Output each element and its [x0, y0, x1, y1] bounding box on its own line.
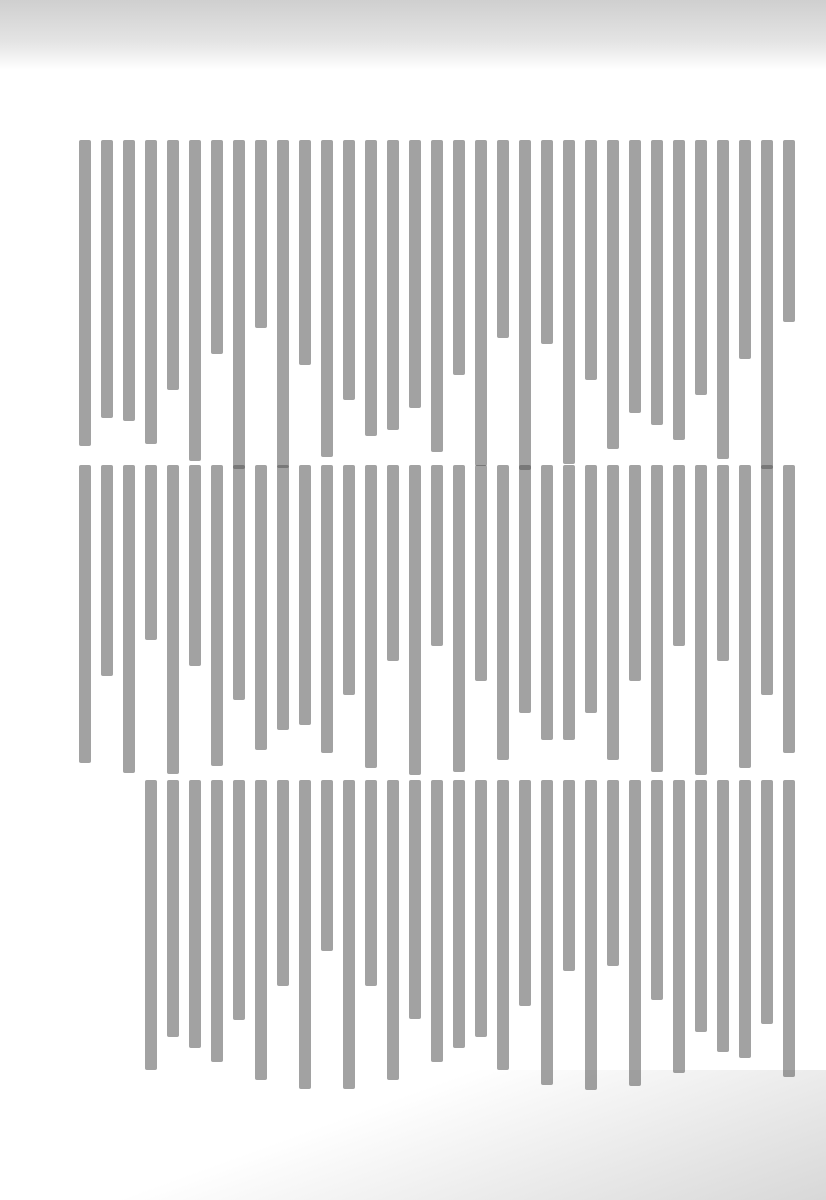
- text-column-placeholder: [387, 140, 399, 430]
- text-column-placeholder: [585, 780, 597, 1090]
- text-column-placeholder: [783, 140, 795, 322]
- text-column-placeholder: [365, 465, 377, 768]
- text-column-placeholder: [541, 780, 553, 1085]
- text-column-placeholder: [475, 780, 487, 1037]
- text-column-placeholder: [211, 140, 223, 354]
- text-column-placeholder: [695, 780, 707, 1032]
- text-column-placeholder: [277, 465, 289, 730]
- text-column-placeholder: [101, 465, 113, 676]
- text-column-placeholder: [783, 780, 795, 1077]
- text-column-placeholder: [695, 140, 707, 395]
- text-tier-top: [20, 140, 800, 470]
- text-column-placeholder: [607, 780, 619, 966]
- text-column-placeholder: [585, 465, 597, 713]
- text-column-placeholder: [453, 465, 465, 772]
- text-column-placeholder: [123, 465, 135, 773]
- text-column-placeholder: [343, 780, 355, 1089]
- text-column-placeholder: [431, 140, 443, 452]
- text-column-placeholder: [299, 780, 311, 1089]
- text-column-placeholder: [365, 140, 377, 436]
- text-column-placeholder: [277, 140, 289, 468]
- text-column-placeholder: [189, 140, 201, 461]
- text-column-placeholder: [673, 780, 685, 1073]
- text-column-placeholder: [255, 465, 267, 750]
- text-column-placeholder: [233, 780, 245, 1020]
- text-column-placeholder: [761, 140, 773, 469]
- text-column-placeholder: [563, 140, 575, 464]
- text-column-placeholder: [145, 140, 157, 444]
- text-column-placeholder: [497, 140, 509, 338]
- text-column-placeholder: [101, 140, 113, 418]
- text-column-placeholder: [79, 140, 91, 446]
- text-column-placeholder: [717, 465, 729, 661]
- text-column-placeholder: [79, 465, 91, 763]
- text-tier-middle: [20, 465, 800, 775]
- text-column-placeholder: [651, 780, 663, 1000]
- text-column-placeholder: [519, 140, 531, 470]
- text-column-placeholder: [453, 140, 465, 375]
- text-column-placeholder: [607, 465, 619, 760]
- text-column-placeholder: [431, 465, 443, 646]
- text-column-placeholder: [343, 465, 355, 695]
- text-column-placeholder: [607, 140, 619, 449]
- text-tier-bottom: [20, 780, 800, 1090]
- text-column-placeholder: [651, 465, 663, 772]
- scan-edge-top: [0, 0, 826, 70]
- text-column-placeholder: [387, 780, 399, 1080]
- text-column-placeholder: [563, 780, 575, 971]
- text-column-placeholder: [695, 465, 707, 775]
- text-column-placeholder: [717, 140, 729, 459]
- text-column-placeholder: [409, 465, 421, 775]
- text-column-placeholder: [123, 140, 135, 421]
- text-column-placeholder: [145, 780, 157, 1070]
- text-column-placeholder: [365, 780, 377, 986]
- text-column-placeholder: [541, 140, 553, 344]
- text-column-placeholder: [387, 465, 399, 661]
- text-column-placeholder: [739, 140, 751, 359]
- text-column-placeholder: [189, 780, 201, 1048]
- text-column-placeholder: [189, 465, 201, 666]
- text-column-placeholder: [211, 780, 223, 1062]
- text-column-placeholder: [673, 140, 685, 440]
- text-column-placeholder: [299, 465, 311, 725]
- text-column-placeholder: [431, 780, 443, 1062]
- text-column-placeholder: [233, 140, 245, 469]
- text-column-placeholder: [475, 140, 487, 466]
- text-column-placeholder: [629, 140, 641, 413]
- text-column-placeholder: [277, 780, 289, 986]
- text-column-placeholder: [233, 465, 245, 700]
- text-column-placeholder: [321, 140, 333, 457]
- text-column-placeholder: [739, 465, 751, 768]
- text-column-placeholder: [321, 465, 333, 753]
- text-column-placeholder: [167, 140, 179, 390]
- text-column-placeholder: [673, 465, 685, 646]
- text-column-placeholder: [255, 140, 267, 328]
- text-column-placeholder: [475, 465, 487, 681]
- text-column-placeholder: [409, 780, 421, 1019]
- text-column-placeholder: [167, 780, 179, 1037]
- text-column-placeholder: [255, 780, 267, 1080]
- text-column-placeholder: [761, 780, 773, 1024]
- text-column-placeholder: [739, 780, 751, 1058]
- text-column-placeholder: [761, 465, 773, 695]
- text-column-placeholder: [563, 465, 575, 740]
- text-column-placeholder: [519, 465, 531, 713]
- text-column-placeholder: [299, 140, 311, 365]
- text-column-placeholder: [145, 465, 157, 640]
- text-column-placeholder: [651, 140, 663, 425]
- text-column-placeholder: [167, 465, 179, 774]
- text-column-placeholder: [211, 465, 223, 766]
- text-column-placeholder: [541, 465, 553, 740]
- text-column-placeholder: [409, 140, 421, 408]
- text-column-placeholder: [585, 140, 597, 380]
- text-column-placeholder: [497, 465, 509, 760]
- text-column-placeholder: [497, 780, 509, 1070]
- text-column-placeholder: [453, 780, 465, 1048]
- text-column-placeholder: [629, 465, 641, 681]
- text-column-placeholder: [783, 465, 795, 753]
- text-column-placeholder: [321, 780, 333, 951]
- text-column-placeholder: [519, 780, 531, 1006]
- text-column-placeholder: [343, 140, 355, 400]
- text-column-placeholder: [717, 780, 729, 1052]
- text-column-placeholder: [629, 780, 641, 1086]
